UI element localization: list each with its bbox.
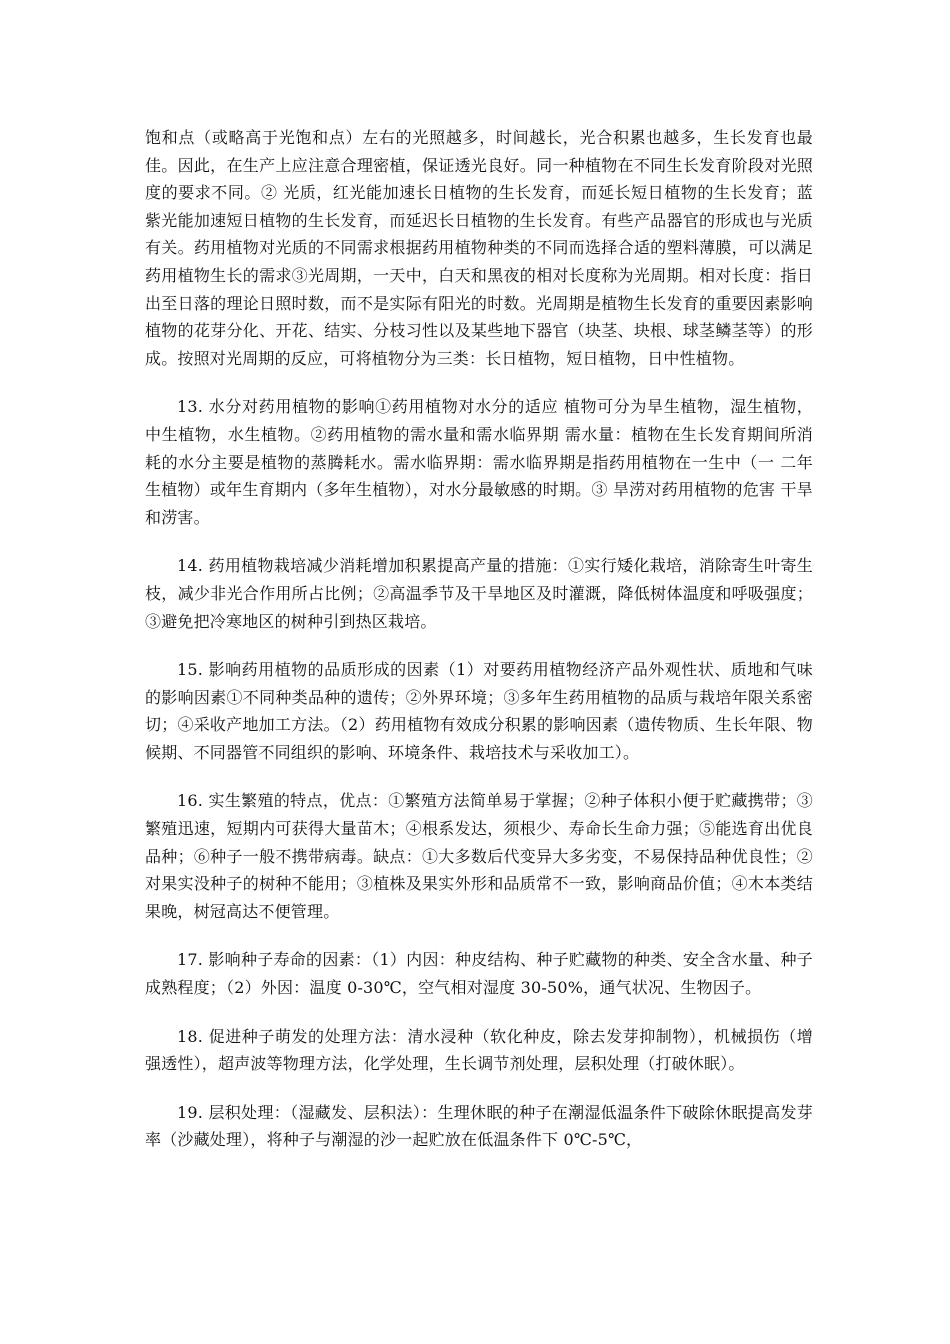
paragraph-gap [145,635,813,656]
paragraph-17-seed-lifespan: 17. 影响种子寿命的因素：（1）内因：种皮结构、种子贮藏物的种类、安全含水量、种子成熟程度；（2）外因：温度 0-30℃，空气相对湿度 30-50%，通气状况、生物因子。 [145,950,813,998]
paragraph-gap [145,372,813,393]
document-page [145,124,813,1154]
paragraph-19-stratification: 19. 层积处理：（湿藏发、层积法）：生理休眠的种子在潮湿低温条件下破除休眠提高发芽率（沙藏处理），将种子与潮湿的沙一起贮放在低温条件下 0℃-5℃， [145,1102,813,1150]
paragraph-15-quality-factors: 15. 影响药用植物的品质形成的因素（1）对要药用植物经济产品外观性状、质地和气味的影响因素①不同种类品种的遗传；②外界环境；③多年生药用植物的品质与栽培年限关系密切；④采收产地加工方法。（2）药用植物有效成分积累的影响因素（遗传物质、生长年限、物候期、不同器管不同组织的影响、环境条件、栽培技术与采收加工）。 [145,660,813,762]
paragraph-gap [145,531,813,552]
paragraph-18-germination: 18. 促进种子萌发的处理方法：清水浸种（软化种皮，除去发芽抑制物），机械损伤（增强透性），超声波等物理方法，化学处理，生长调节剂处理，层积处理（打破休眠）。 [145,1026,813,1074]
paragraph-16-seed-propagation: 16. 实生繁殖的特点，优点：①繁殖方法简单易于掌握；②种子体积小便于贮藏携带；③繁殖迅速，短期内可获得大量苗木；④根系发达，须根少、寿命长生命力强；⑤能选育出优良品种；⑥种子一般不携带病毒。缺点：①大多数后代变异大多劣变，不易保持品种优良性；②对果实没种子的树种不能用；③植株及果实外形和品质常不一致，影响商品价值；④木本类结果晚，树冠高达不便管理。 [145,791,813,921]
paragraph-gap [145,1002,813,1023]
paragraph-13-water: 13. 水分对药用植物的影响①药用植物对水分的适应 植物可分为旱生植物，湿生植物，中生植物，水生植物。②药用植物的需水量和需水临界期 需水量：植物在生长发育期间所消耗的水分主要是植物的蒸腾耗水。需水临界期：需水临界期是指药用植物在一生中（一 二年生植物）或年生育期内（多年生植物），对水分最敏感的时期。③ 旱涝对药用植物的危害 干旱和涝害。 [145,397,813,527]
paragraph-14-yield-measures: 14. 药用植物栽培减少消耗增加积累提高产量的措施：①实行矮化栽培，消除寄生叶寄生枝，减少非光合作用所占比例；②高温季节及干旱地区及时灌溉，降低树体温度和呼吸强度；③避免把冷寒地区的树种引到热区栽培。 [145,556,813,631]
paragraph-gap [145,1078,813,1099]
paragraph-light-continued: 饱和点（或略高于光饱和点）左右的光照越多，时间越长，光合积累也越多，生长发育也最佳。因此，在生产上应注意合理密植，保证透光良好。同一种植物在不同生长发育阶段对光照度的要求不同。② 光质，红光能加速长日植物的生长发育，而延长短日植物的生长发育；蓝紫光能加速短日植物的生长发育，而延迟长日植物的生长发育。有些产品器官的形成也与光质有关。药用植物对光质的不同需求根据药用植物种类的不同而选择合适的塑料薄膜，可以满足药用植物生长的需求③光周期，一天中，白天和黑夜的相对长度称为光周期。相对长度：指日出至日落的理论日照时数，而不是实际有阳光的时数。光周期是植物生长发育的重要因素影响植物的花芽分化、开花、结实、分枝习性以及某些地下器官（块茎、块根、球茎鳞茎等）的形成。按照对光周期的反应，可将植物分为三类：长日植物，短日植物，日中性植物。 [145,128,813,368]
paragraph-gap [145,925,813,946]
paragraph-gap [145,766,813,787]
